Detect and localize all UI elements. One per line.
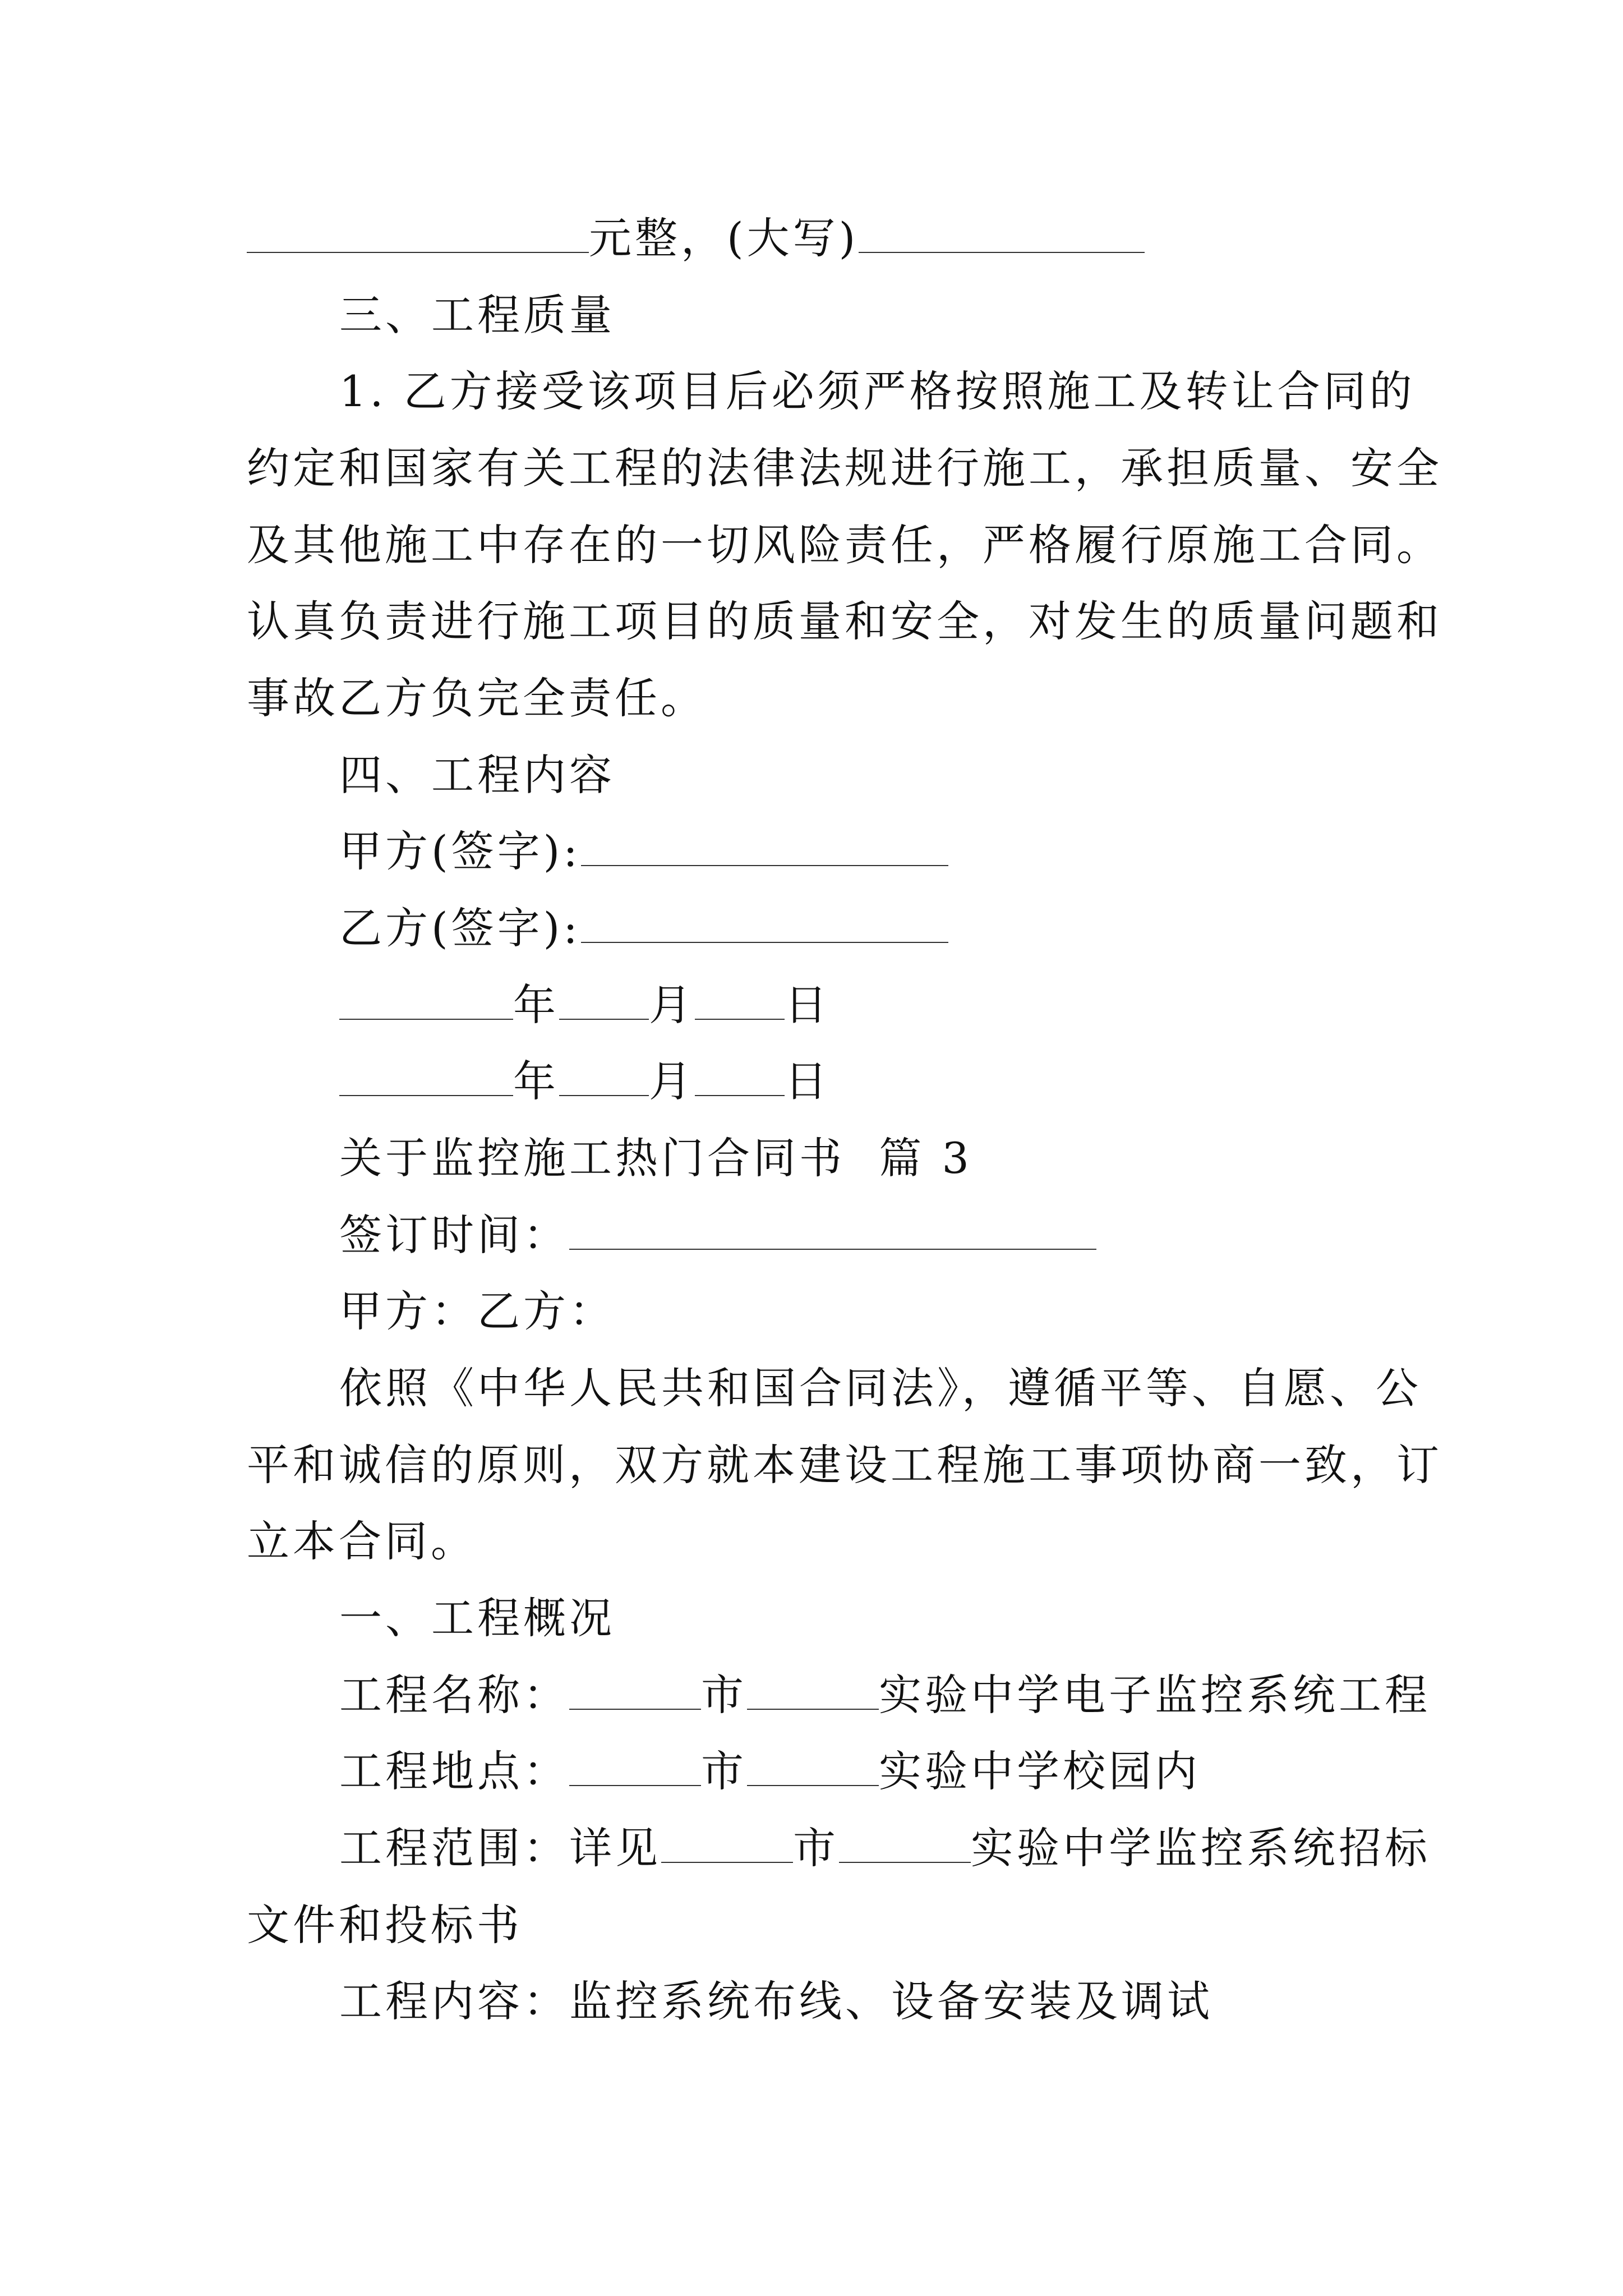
school-blank — [747, 1672, 879, 1710]
section-heading-overview: 一、工程概况 — [339, 1593, 615, 1643]
project-scope-tail: 实验中学监控系统招标 — [971, 1823, 1431, 1873]
city-blank — [569, 1748, 701, 1786]
project-place-tail: 实验中学校园内 — [879, 1746, 1201, 1796]
party-b-signature-line — [339, 900, 948, 956]
party-a-signature-blank — [581, 828, 948, 866]
school-blank — [839, 1825, 971, 1863]
project-scope-line — [339, 1820, 1431, 1876]
party-a-signature-label: 甲方(签字): — [339, 826, 581, 876]
party-a-signature-line — [339, 823, 948, 880]
signed-time-line — [339, 1207, 1096, 1263]
project-content-line: 工程内容：监控系统布线、设备安装及调试 — [339, 1976, 1213, 2026]
paragraph-line: 1. 乙方接受该项目后必须严格按照施工及转让合同的 — [339, 366, 1415, 416]
party-b-signature-label: 乙方(签字): — [339, 903, 581, 953]
paragraph-line: 及其他施工中存在的一切风险责任，严格履行原施工合同。 — [247, 520, 1442, 570]
project-name-line — [339, 1667, 1431, 1723]
school-blank — [747, 1748, 879, 1786]
parties-line: 甲方：乙方： — [339, 1286, 615, 1336]
amount-capital-blank — [859, 215, 1145, 253]
day-blank — [695, 1058, 785, 1096]
month-blank — [559, 1058, 649, 1096]
project-scope-label: 工程范围：详见 — [339, 1823, 661, 1873]
signed-time-label: 签订时间： — [339, 1210, 569, 1260]
city-label: 市 — [701, 1670, 747, 1720]
date-line — [339, 977, 831, 1033]
year-blank — [339, 982, 513, 1020]
paragraph-line: 文件和投标书 — [247, 1900, 523, 1950]
project-name-tail: 实验中学电子监控系统工程 — [879, 1670, 1431, 1720]
year-blank — [339, 1058, 513, 1096]
amount-number-blank — [247, 215, 589, 253]
section-heading-content: 四、工程内容 — [339, 750, 615, 800]
contract-title-part3: 关于监控施工热门合同书 篇 3 — [339, 1133, 972, 1183]
party-b-signature-blank — [581, 905, 948, 943]
paragraph-line: 依照《中华人民共和国合同法》，遵循平等、自愿、公 — [339, 1363, 1422, 1413]
paragraph-line: 平和诚信的原则，双方就本建设工程施工事项协商一致，订 — [247, 1440, 1442, 1490]
day-label: 日 — [785, 980, 831, 1030]
city-blank — [661, 1825, 793, 1863]
year-label: 年 — [513, 980, 559, 1030]
month-blank — [559, 982, 649, 1020]
city-label: 市 — [793, 1823, 839, 1873]
paragraph-line: 事故乙方负完全责任。 — [247, 673, 707, 723]
project-name-label: 工程名称： — [339, 1670, 569, 1720]
year-label: 年 — [513, 1056, 559, 1106]
day-blank — [695, 982, 785, 1020]
signed-time-blank — [569, 1212, 1096, 1250]
amount-line — [247, 210, 1145, 266]
city-blank — [569, 1672, 701, 1710]
city-label: 市 — [701, 1746, 747, 1796]
section-heading-quality: 三、工程质量 — [339, 290, 615, 340]
month-label: 月 — [649, 1056, 695, 1106]
month-label: 月 — [649, 980, 695, 1030]
paragraph-line: 立本合同。 — [247, 1516, 477, 1566]
project-place-line — [339, 1743, 1201, 1800]
paragraph-line: 认真负责进行施工项目的质量和安全，对发生的质量问题和 — [247, 596, 1442, 646]
amount-capital-label: 元整，(大写) — [589, 213, 859, 263]
project-place-label: 工程地点： — [339, 1746, 569, 1796]
date-line — [339, 1053, 831, 1110]
paragraph-line: 约定和国家有关工程的法律法规进行施工，承担质量、安全 — [247, 443, 1442, 493]
day-label: 日 — [785, 1056, 831, 1106]
